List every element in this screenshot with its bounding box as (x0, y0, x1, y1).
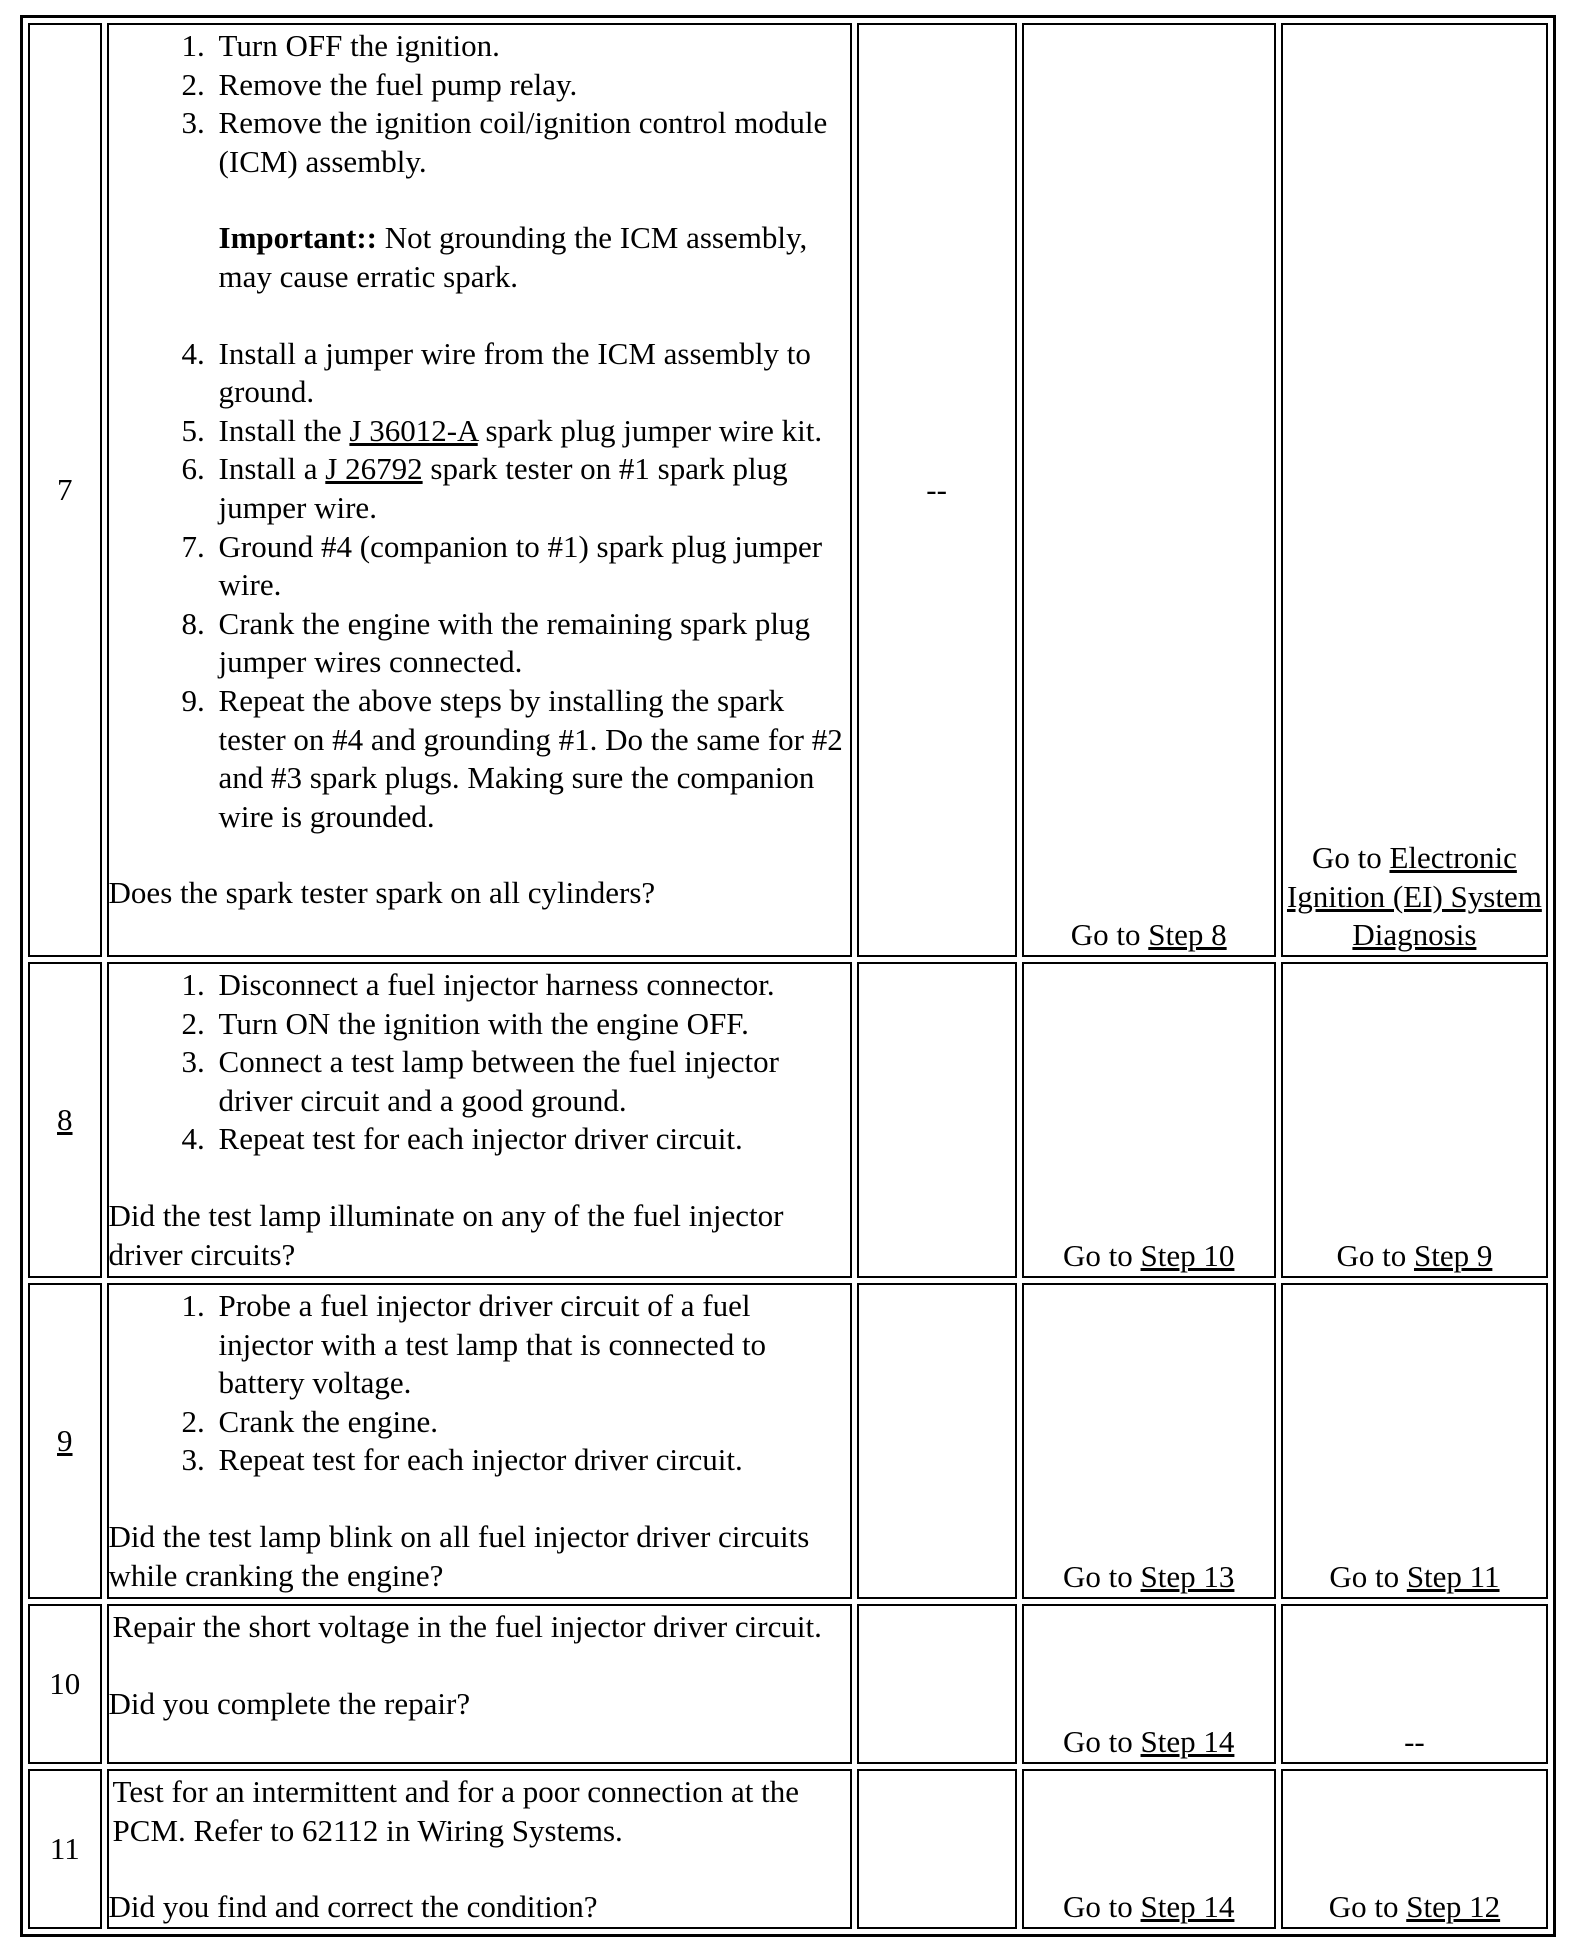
no-cell: -- (1281, 1604, 1548, 1764)
question-text: Did the test lamp illuminate on any of the fuel injector driver circuits? (108, 1197, 784, 1272)
list-item: 3. Remove the ignition coil/ignition control module (ICM) assembly. Important:: Not grounding the ICM assembly, may cause erratic spark. (213, 104, 846, 296)
list-item: 4. Repeat test for each injector driver circuit. (213, 1120, 846, 1159)
step-link[interactable]: 9 (57, 1422, 73, 1458)
action-cell (107, 23, 852, 957)
action-list (113, 1287, 846, 1480)
yes-cell: Go to Step 13 (1022, 1283, 1276, 1599)
step-link[interactable]: Step 14 (1140, 1724, 1235, 1760)
step-link[interactable]: Step 10 (1140, 1238, 1235, 1274)
yes-cell: Go to Step 14 (1022, 1769, 1276, 1929)
action-cell (107, 1283, 852, 1599)
no-cell: Go to Step 11 (1281, 1283, 1548, 1599)
action-text: Repair the short voltage in the fuel injector driver circuit. (112, 1609, 822, 1644)
list-item: 3. Connect a test lamp between the fuel injector driver circuit and a good ground. (213, 1043, 846, 1120)
action-list (113, 27, 846, 836)
important-note: Important:: Not grounding the ICM assembly, may cause erratic spark. (218, 220, 808, 294)
no-cell: Go to Step 9 (1281, 962, 1548, 1278)
yes-cell: Go to Step 14 (1022, 1604, 1276, 1764)
step-link[interactable]: Step 13 (1140, 1559, 1235, 1595)
step-link[interactable]: Step 11 (1406, 1559, 1500, 1595)
diagnosis-link[interactable]: Electronic Ignition (EI) System Diagnosis (1286, 840, 1542, 953)
question-text: Did you find and correct the condition? (108, 1889, 598, 1925)
no-cell: Go to Step 12 (1281, 1769, 1548, 1929)
action-cell (107, 962, 852, 1278)
step-number: 11 (28, 1769, 102, 1929)
list-item: 3. Repeat test for each injector driver circuit. (213, 1441, 846, 1480)
table-row (28, 23, 1548, 957)
action-list (113, 966, 846, 1159)
value-cell (857, 1769, 1017, 1929)
table-row (28, 1604, 1548, 1764)
step-number (28, 962, 102, 1278)
list-item: 4. Install a jumper wire from the ICM assembly to ground. (213, 335, 846, 412)
list-item: 5. Install the J 36012-A spark plug jumper wire kit. (213, 412, 846, 451)
action-cell (107, 1604, 852, 1764)
step-link[interactable]: 8 (57, 1101, 73, 1137)
tool-link[interactable]: J 26792 (325, 451, 423, 487)
list-item: 8. Crank the engine with the remaining spark plug jumper wires connected. (213, 605, 846, 682)
value-cell (857, 1604, 1017, 1764)
table-row (28, 1283, 1548, 1599)
step-number: 7 (28, 23, 102, 957)
list-item: 2. Remove the fuel pump relay. (213, 66, 846, 105)
diagnostic-table (20, 15, 1556, 1937)
no-cell: Go to Electronic Ignition (EI) System Diagnosis (1281, 23, 1548, 957)
list-item: 7. Ground #4 (companion to #1) spark plug jumper wire. (213, 528, 846, 605)
list-item: 6. Install a J 26792 spark tester on #1 spark plug jumper wire. (213, 450, 846, 527)
step-number (28, 1283, 102, 1599)
question-text: Did you complete the repair? (108, 1685, 471, 1721)
value-cell (857, 962, 1017, 1278)
yes-cell: Go to Step 10 (1022, 962, 1276, 1278)
tool-link[interactable]: J 36012-A (349, 412, 478, 448)
table-row (28, 1769, 1548, 1929)
action-cell (107, 1769, 852, 1929)
list-item: 1. Turn OFF the ignition. (213, 27, 846, 66)
step-link[interactable]: Step 9 (1413, 1238, 1493, 1274)
question-text: Does the spark tester spark on all cylinders? (108, 875, 656, 911)
yes-cell: Go to Step 8 (1022, 23, 1276, 957)
value-cell (857, 1283, 1017, 1599)
value-cell: -- (857, 23, 1017, 957)
list-item: 1. Disconnect a fuel injector harness connector. (213, 966, 846, 1005)
step-link[interactable]: Step 8 (1148, 917, 1227, 953)
list-item: 1. Probe a fuel injector driver circuit of a fuel injector with a test lamp that is connected to battery voltage. (213, 1287, 846, 1403)
list-item: 2. Crank the engine. (213, 1403, 846, 1442)
list-item: 9. Repeat the above steps by installing the spark tester on #4 and grounding #1. Do the same for #2 and #3 spark plugs. Making sure the companion wire is grounded. (213, 682, 846, 836)
step-link[interactable]: Step 14 (1140, 1889, 1235, 1925)
step-link[interactable]: Step 12 (1406, 1889, 1501, 1925)
step-number: 10 (28, 1604, 102, 1764)
table-row (28, 962, 1548, 1278)
list-item: 2. Turn ON the ignition with the engine OFF. (213, 1005, 846, 1044)
action-text: Test for an intermittent and for a poor connection at the PCM. Refer to 62112 in Wiring Systems. (112, 1774, 800, 1848)
question-text: Did the test lamp blink on all fuel injector driver circuits while cranking the engine? (108, 1518, 810, 1593)
